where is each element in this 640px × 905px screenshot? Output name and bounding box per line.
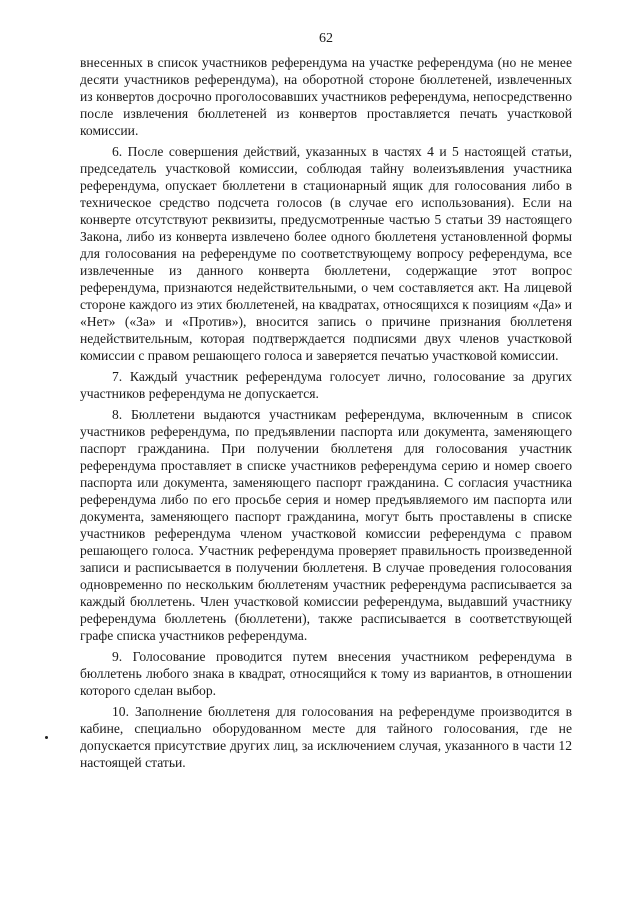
scan-speck	[45, 736, 48, 739]
page-number: 62	[319, 31, 333, 46]
paragraph-part-6: 6. После совершения действий, указанных в частях 4 и 5 настоящей статьи, председатель участковой комиссии, соблюдая тайну волеизъявления участника референдума, опускает бюллетени в стационарный ящик для голосования либо в техническое средство подсчета голосов (в случае его использования). Если на конверте отсутствуют реквизиты, предусмотренные частью 5 статьи 39 настоящего Закона, либо из конверта извлечено более одного бюллетеня установленной формы для голосования на референдуме по соответствующему вопросу референдума, все извлеченные из данного конверта бюллетени, содержащие этот вопрос референдума, признаются недействительными, о чем составляется акт. На лицевой стороне каждого из этих бюллетеней, на квадратах, относящихся к позициям «Да» и «Нет» («За» и «Против»), вносится запись о причине признания бюллетеня недействительным, которая подтверждается подписями двух членов участковой комиссии с правом решающего голоса и заверяется печатью участковой комиссии.	[80, 144, 572, 363]
paragraph-part-8: 8. Бюллетени выдаются участникам референдума, включенным в список участников референдума, по предъявлении паспорта или документа, заменяющего паспорт гражданина. При получении бюллетеня для голосования участник референдума проставляет в списке участников референдума серию и номер своего паспорта или документа, заменяющего паспорт гражданина. С согласия участника референдума либо по его просьбе серия и номер предъявляемого им паспорта или документа, заменяющего паспорт гражданина, могут быть проставлены в списке участников референдума членом участковой комиссии референдума с правом решающего голоса. Участник референдума проверяет правильность произведенной записи и расписывается в получении бюллетеня. В случае проведения голосования одновременно по нескольким бюллетеням участник референдума расписывается за каждый бюллетень. Член участковой комиссии референдума, выдавший участнику референдума бюллетень (бюллетени), также расписывается в соответствующей графе списка участников референдума.	[80, 407, 572, 643]
paragraph-part-9: 9. Голосование проводится путем внесения участником референдума в бюллетень любого знака в квадрат, относящийся к тому из вариантов, в отношении которого сделан выбор.	[80, 649, 572, 698]
paragraph-part-10: 10. Заполнение бюллетеня для голосования на референдуме производится в кабине, специально оборудованном месте для тайного голосования, где не допускается присутствие других лиц, за исключением случая, указанного в части 12 настоящей статьи.	[80, 704, 572, 770]
paragraph-part-7: 7. Каждый участник референдума голосует лично, голосование за других участников референдума не допускается.	[80, 369, 572, 401]
paragraph-continuation: внесенных в список участников референдума на участке референдума (но не менее десяти участников референдума), на оборотной стороне бюллетеней, извлеченных из конвертов досрочно проголосовавших участников референдума, непосредственно после извлечения бюллетеней из конвертов проставляется печать участковой комиссии.	[80, 55, 572, 138]
